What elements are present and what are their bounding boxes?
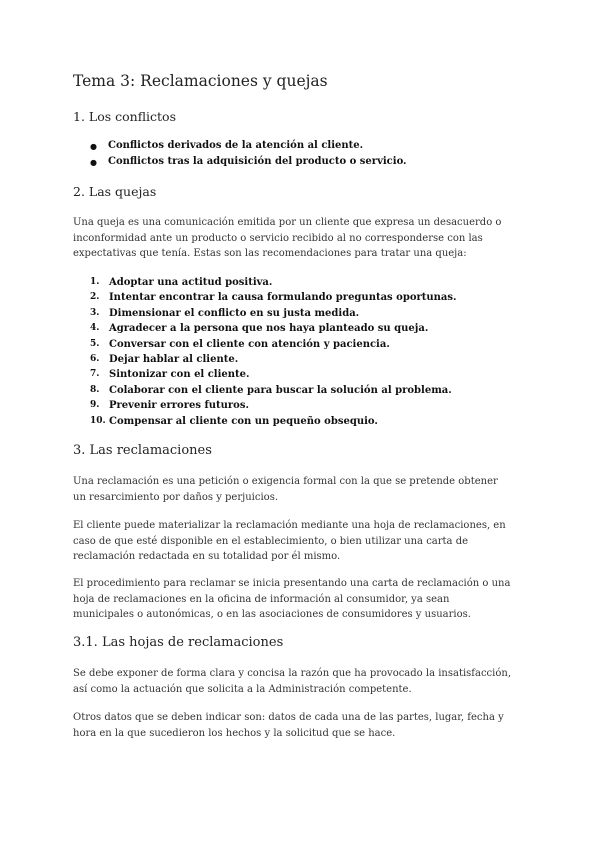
item-number: 10. [90, 415, 106, 426]
item-number: 3. [90, 307, 100, 318]
page-title: Tema 3: Reclamaciones y quejas [73, 72, 328, 90]
list-item [90, 352, 457, 367]
item-text: Adoptar una actitud positiva. [109, 277, 273, 288]
list-item [90, 398, 457, 413]
item-text: Intentar encontrar la causa formulando preguntas oportunas. [109, 292, 457, 304]
paragraph-reclamacion-definicion: Una reclamación es una petición o exigencia formal con la que se pretende obtener un resarcimiento por daños y perjuicios. [73, 476, 498, 503]
item-text: Sintonizar con el cliente. [109, 369, 250, 381]
section-heading-hojas-reclamaciones: 3.1. Las hojas de reclamaciones [73, 635, 284, 650]
item-number: 5. [90, 338, 100, 349]
item-number: 7. [90, 369, 100, 380]
item-text: Dimensionar el conflicto en su justa medida. [109, 307, 360, 319]
list-item: ● Conflictos derivados de la atención al cliente. [90, 138, 407, 154]
item-number: 6. [90, 353, 100, 364]
list-item [90, 367, 457, 382]
list-item [90, 290, 457, 305]
item-text: Compensar al cliente con un pequeño obsequio. [109, 415, 378, 427]
item-text: Conversar con el cliente con atención y paciencia. [109, 338, 390, 350]
paragraph-reclamacion-hoja: El cliente puede materializar la reclamación mediante una hoja de reclamaciones, en caso de que esté disponible en el establecimiento, o bien utilizar una carta de reclamación redactada en su totalidad por él mismo. [73, 520, 506, 562]
section-heading-conflictos: 1. Los conflictos [73, 109, 176, 124]
list-item [90, 414, 457, 429]
item-text: Dejar hablar al cliente. [109, 353, 239, 365]
paragraph-reclamacion-procedimiento: El procedimiento para reclamar se inicia presentando una carta de reclamación o una hoja de reclamaciones en la oficina de información al consumidor, ya sean municipales o autonómicas, o en las asociaciones de consumidores y usuarios. [73, 578, 511, 620]
list-item [90, 306, 457, 321]
paragraph-quejas-intro: Una queja es una comunicación emitida por un cliente que expresa un desacuerdo o inconformidad ante un producto o servicio recibido al no corresponderse con las expectativas que tenía. Estas son las recomendaciones para tratar una queja: [73, 217, 502, 259]
item-text: Agradecer a la persona que nos haya planteado su queja. [109, 323, 429, 335]
list-item [90, 337, 457, 352]
section-heading-quejas: 2. Las quejas [73, 184, 157, 199]
item-text: Colaborar con el cliente para buscar la solución al problema. [109, 384, 452, 396]
list-item [90, 321, 457, 336]
item-number: 4. [90, 323, 100, 334]
item-number: 1. [90, 277, 100, 287]
conflict-list [90, 138, 407, 170]
recommendations-list [90, 275, 457, 429]
paragraph-hojas-exponer: Se debe exponer de forma clara y concisa la razón que ha provocado la insatisfacción, así como la actuación que solicita a la Administración competente. [73, 668, 511, 695]
section-heading-reclamaciones: 3. Las reclamaciones [73, 443, 212, 458]
item-number: 9. [90, 400, 100, 411]
item-text: Prevenir errores futuros. [109, 400, 249, 412]
list-item [90, 275, 457, 290]
list-item: ● Conflictos tras la adquisición del producto o servicio. [90, 154, 407, 170]
paragraph-hojas-datos: Otros datos que se deben indicar son: datos de cada una de las partes, lugar, fecha y hora en la que sucedieron los hechos y la solicitud que se hace. [73, 712, 504, 739]
list-item [90, 383, 457, 398]
item-number: 8. [90, 384, 100, 395]
item-number: 2. [90, 292, 100, 303]
